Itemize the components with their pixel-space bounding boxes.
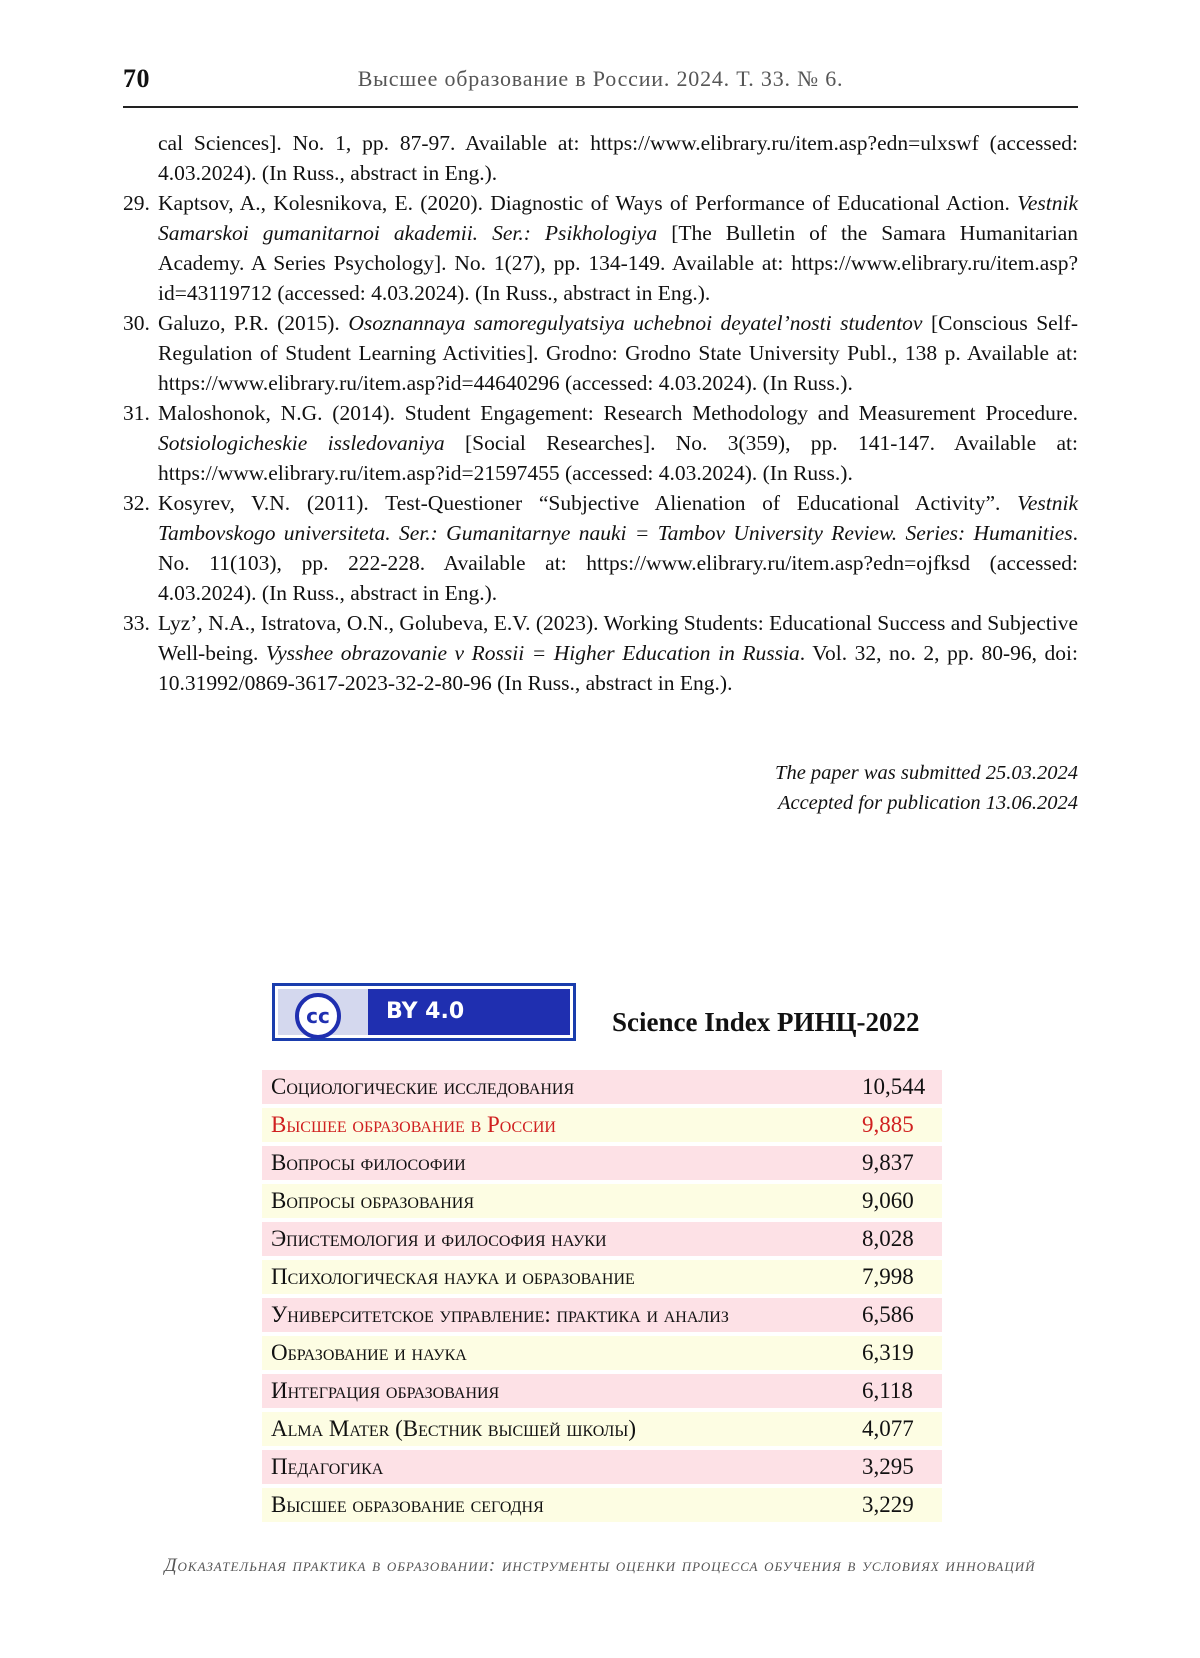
table-row — [262, 1374, 942, 1408]
journal-score: 6,586 — [862, 1302, 914, 1327]
table-row — [262, 1222, 942, 1256]
reference-number: 31. — [123, 401, 150, 425]
journal-name: Высшее образование сегодня — [271, 1492, 544, 1517]
journal-score: 10,544 — [862, 1074, 926, 1099]
journal-name: Педагогика — [271, 1454, 384, 1479]
journal-name: Университетское управление: практика и анализ — [271, 1302, 729, 1327]
journal-score: 6,118 — [862, 1378, 913, 1403]
science-index-table — [262, 1070, 942, 1526]
table-row — [262, 1146, 942, 1180]
journal-score: 8,028 — [862, 1226, 914, 1251]
reference-number: 29. — [123, 191, 150, 215]
cc-icon: cc — [295, 993, 341, 1039]
reference-32: 32. Kosyrev, V.N. (2011). Test-Questioner “Subjective Alienation of Educational Activity”. Vestnik Tambovskogo universiteta. Ser.: Gumanitarnye nauki = Tambov University Review. Series: Humanities. No. 11(103), pp. 222-228. Available at: https://www.elibrary.ru/item.asp?edn=ojfksd (accessed: 4.03.2024). (In Russ., abstract in Eng.). — [123, 488, 1078, 608]
journal-name: Психологическая наука и образование — [271, 1264, 635, 1289]
table-row — [262, 1260, 942, 1294]
journal-title: Vestnik Tambovskogo universiteta. Ser.: Gumanitarnye nauki = Tambov University Review. Series: Humanities — [158, 491, 1078, 545]
journal-name: Социологические исследования — [271, 1074, 575, 1099]
journal-name: Alma Mater (Вестник высшей школы) — [271, 1416, 637, 1441]
journal-name: Эпистемология и философия науки — [271, 1226, 607, 1251]
journal-score: 9,885 — [862, 1112, 914, 1137]
accepted-date: Accepted for publication 13.06.2024 — [777, 792, 1078, 814]
journal-name: Образование и наука — [271, 1340, 467, 1365]
reference-31: 31. Maloshonok, N.G. (2014). Student Engagement: Research Methodology and Measurement Procedure. Sotsiologicheskie issledovaniya [Social Researches]. No. 3(359), pp. 141-147. Available at: https://www.elibrary.ru/item.asp?id=21597455 (accessed: 4.03.2024). (In Russ.). — [123, 398, 1078, 488]
journal-title: Vysshee obrazovanie v Rossii = Higher Education in Russia — [265, 641, 800, 665]
journal-score: 9,060 — [862, 1188, 914, 1213]
license-version: BY 4.0 — [386, 999, 465, 1024]
journal-name: Вопросы образования — [271, 1188, 474, 1213]
reference-29: 29. Kaptsov, A., Kolesnikova, E. (2020). Diagnostic of Ways of Performance of Educational Action. Vestnik Samarskoi gumanitarnoi akademii. Ser.: Psikhologiya [The Bulletin of the Samara Humanitarian Academy. A Series Psychology]. No. 1(27), pp. 134-149. Available at: https://www.elibrary.ru/item.asp?id=43119712 (accessed: 4.03.2024). (In Russ., abstract in Eng.). — [123, 188, 1078, 308]
running-title: Высшее образование в России. 2024. Т. 33. № 6. — [357, 66, 844, 91]
table-row — [262, 1298, 942, 1332]
table-row — [262, 1184, 942, 1218]
reference-list — [123, 128, 1078, 698]
reference-number: 33. — [123, 611, 150, 635]
journal-score: 7,998 — [862, 1264, 914, 1289]
page-footer: Доказательная практика в образовании: инструменты оценки процесса обучения в условиях инноваций — [164, 1555, 1036, 1576]
journal-title: Vestnik Samarskoi gumanitarnoi akademii. Ser.: Psikhologiya — [158, 191, 1078, 245]
journal-name: Интеграция образования — [271, 1378, 500, 1403]
submitted-date: The paper was submitted 25.03.2024 — [775, 762, 1078, 784]
table-row — [262, 1070, 942, 1104]
journal-score: 3,229 — [862, 1492, 914, 1517]
journal-score: 3,295 — [862, 1454, 914, 1479]
table-row — [262, 1450, 942, 1484]
journal-score: 9,837 — [862, 1150, 914, 1175]
journal-name: Высшее образование в России — [271, 1112, 556, 1137]
reference-30: 30. Galuzo, P.R. (2015). Osoznannaya samoregulyatsiya uchebnoi deyatel’nosti studentov [Conscious Self-Regulation of Student Learning Activities]. Grodno: Grodno State University Publ., 138 p. Available at: https://www.elibrary.ru/item.asp?id=44640296 (accessed: 4.03.2024). (In Russ.). — [123, 308, 1078, 398]
journal-score: 6,319 — [862, 1340, 914, 1365]
table-row — [262, 1336, 942, 1370]
reference-28-continuation: cal Sciences]. No. 1, pp. 87-97. Available at: https://www.elibrary.ru/item.asp?edn=ulxswf (accessed: 4.03.2024). (In Russ., abstract in Eng.). — [158, 131, 1078, 185]
reference-33: 33. Lyz’, N.A., Istratova, O.N., Golubeva, E.V. (2023). Working Students: Educational Success and Subjective Well-being. Vysshee obrazovanie v Rossii = Higher Education in Russia. Vol. 32, no. 2, pp. 80-96, doi: 10.31992/0869-3617-2023-32-2-80-96 (In Russ., abstract in Eng.). — [123, 608, 1078, 698]
table-row — [262, 1412, 942, 1446]
table-row — [262, 1488, 942, 1522]
journal-name: Вопросы философии — [271, 1150, 466, 1175]
table-row-highlighted — [262, 1108, 942, 1142]
submission-dates — [775, 758, 1078, 818]
journal-title: Sotsiologicheskie issledovaniya — [158, 431, 445, 455]
reference-number: 32. — [123, 491, 150, 515]
page-header — [123, 64, 1078, 108]
reference-number: 30. — [123, 311, 150, 335]
page-number: 70 — [123, 64, 150, 93]
science-index-title: Science Index РИНЦ-2022 — [612, 1007, 920, 1037]
book-title: Osoznannaya samoregulyatsiya uchebnoi deyatel’nosti studentov — [348, 311, 923, 335]
cc-license-badge — [272, 983, 576, 1041]
journal-score: 4,077 — [862, 1416, 914, 1441]
